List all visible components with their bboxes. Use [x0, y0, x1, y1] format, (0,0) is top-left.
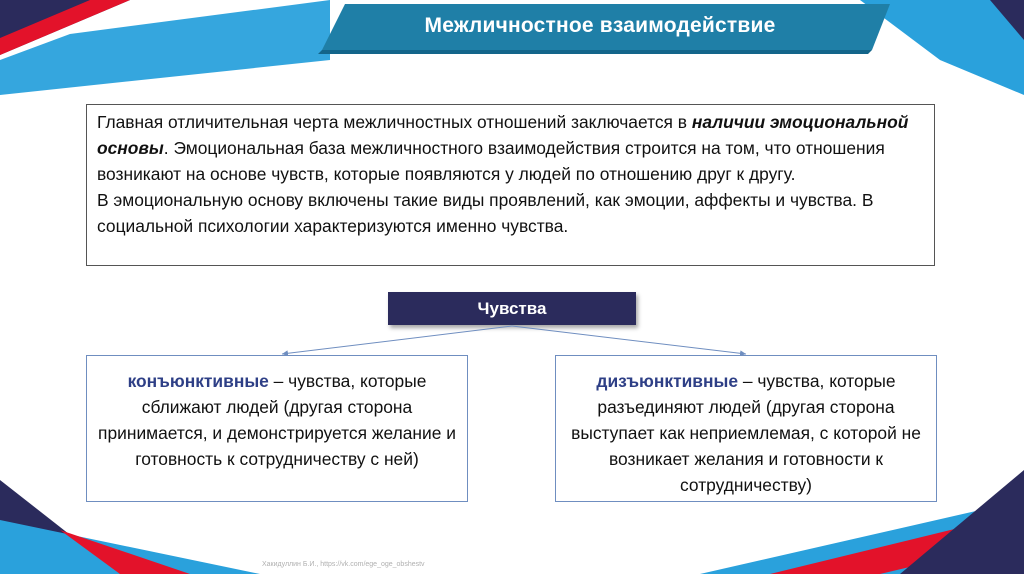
slide-title: Межличностное взаимодействие	[424, 14, 776, 37]
footer-credit: Хакидуллин Б.И., https://vk.com/ege_oge_obshestv	[262, 561, 425, 568]
main-p1-bold: наличии эмоциональной основы	[97, 112, 909, 158]
main-p1-text: Главная отличительная черта межличностных отношений заключается в	[97, 112, 692, 132]
conjunctive-text: – чувства, которые сближают людей (другая сторона принимается, и демонстрируется желание и готовность к сотрудничеству с ней)	[98, 371, 456, 469]
main-p1-rest: . Эмоциональная база межличностного взаимодействия строится на том, что отношения возникают на основе чувств, которые появляются у людей по отношению друг к другу.	[97, 138, 885, 184]
feelings-label: Чувства	[388, 292, 636, 325]
disjunctive-text: – чувства, которые разъединяют людей (другая сторона выступает как неприемлемая, с которой не возникает желания и готовности к сотрудничеству)	[571, 371, 921, 495]
disjunctive-card	[555, 355, 937, 502]
disjunctive-term: дизъюнктивные	[596, 371, 739, 391]
main-paragraph-1	[97, 109, 924, 187]
conjunctive-card	[86, 355, 468, 502]
main-text-box	[86, 104, 935, 266]
conjunctive-term: конъюнктивные	[127, 371, 269, 391]
main-paragraph-2: В эмоциональную основу включены такие виды проявлений, как эмоции, аффекты и чувства. В социальной психологии характеризуются именно чувства.	[97, 190, 874, 236]
